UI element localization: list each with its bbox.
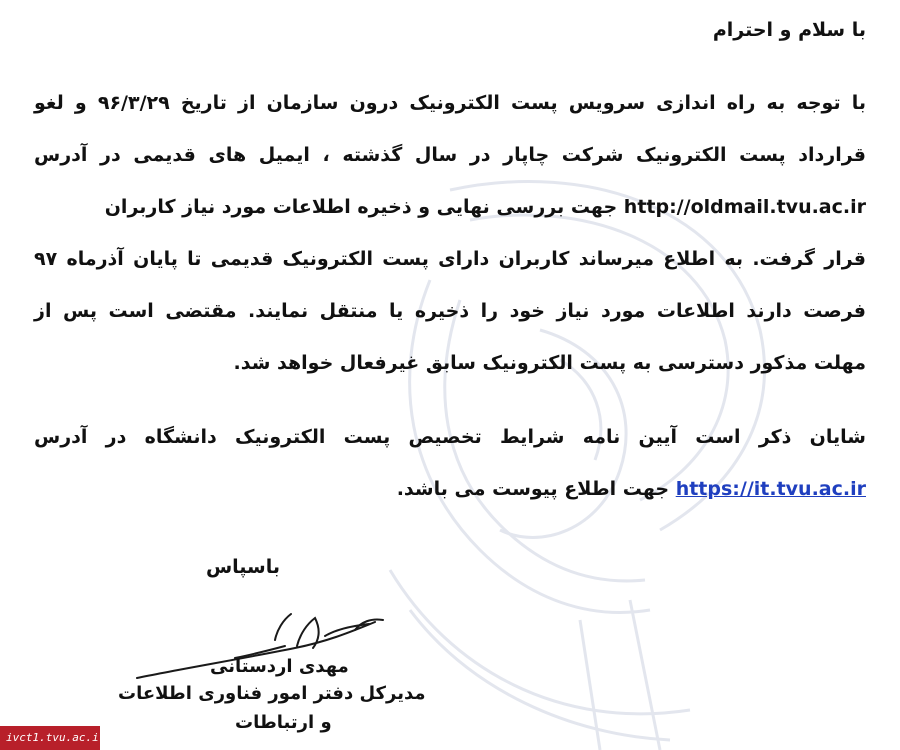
site-url-tag: ivct1.tvu.ac.ir — [0, 726, 100, 750]
signer-title-line1: مدیرکل دفتر امور فناوری اطلاعات — [118, 683, 426, 704]
signer-title-line2: و ارتباطات — [235, 712, 332, 733]
signer-name: مهدی اردستانی — [210, 656, 349, 677]
paragraph2-line2 — [397, 474, 866, 504]
paragraph1-line6: مهلت مذکور دسترسی به پست الکترونیک سابق غیرفعال خواهد شد. — [233, 352, 866, 374]
it-portal-link[interactable]: https://it.tvu.ac.ir — [675, 478, 866, 500]
paragraph1-line5: فرصت دارند اطلاعات مورد نیاز خود را ذخیره یا منتقل نمایند. مقتضی است پس از — [34, 300, 866, 322]
greeting: با سلام و احترام — [712, 19, 866, 41]
paragraph1-line3 — [105, 192, 866, 222]
paragraph1-line1: با توجه به راه اندازی سرویس پست الکترونیک درون سازمان از تاریخ ۹۶/۳/۲۹ و لغو — [34, 92, 866, 114]
paragraph2-line1: شایان ذکر است آیین نامه شرایط تخصیص پست الکترونیک دانشگاه در آدرس — [34, 426, 866, 448]
paragraph1-line4: قرار گرفت. به اطلاع میرساند کاربران دارای پست الکترونیک قدیمی تا پایان آذرماه ۹۷ — [34, 248, 866, 270]
paragraph1-line3-text: جهت بررسی نهایی و ذخیره اطلاعات مورد نیاز کاربران — [104, 196, 618, 218]
paragraph1-line2: قرارداد پست الکترونیک شرکت چاپار در سال گذشته ، ایمیل های قدیمی در آدرس — [34, 144, 866, 166]
closing-text: باسپاس — [205, 556, 280, 578]
oldmail-url: http://oldmail.tvu.ac.ir — [623, 196, 866, 218]
paragraph2-line2-text: جهت اطلاع پیوست می باشد. — [396, 478, 670, 500]
